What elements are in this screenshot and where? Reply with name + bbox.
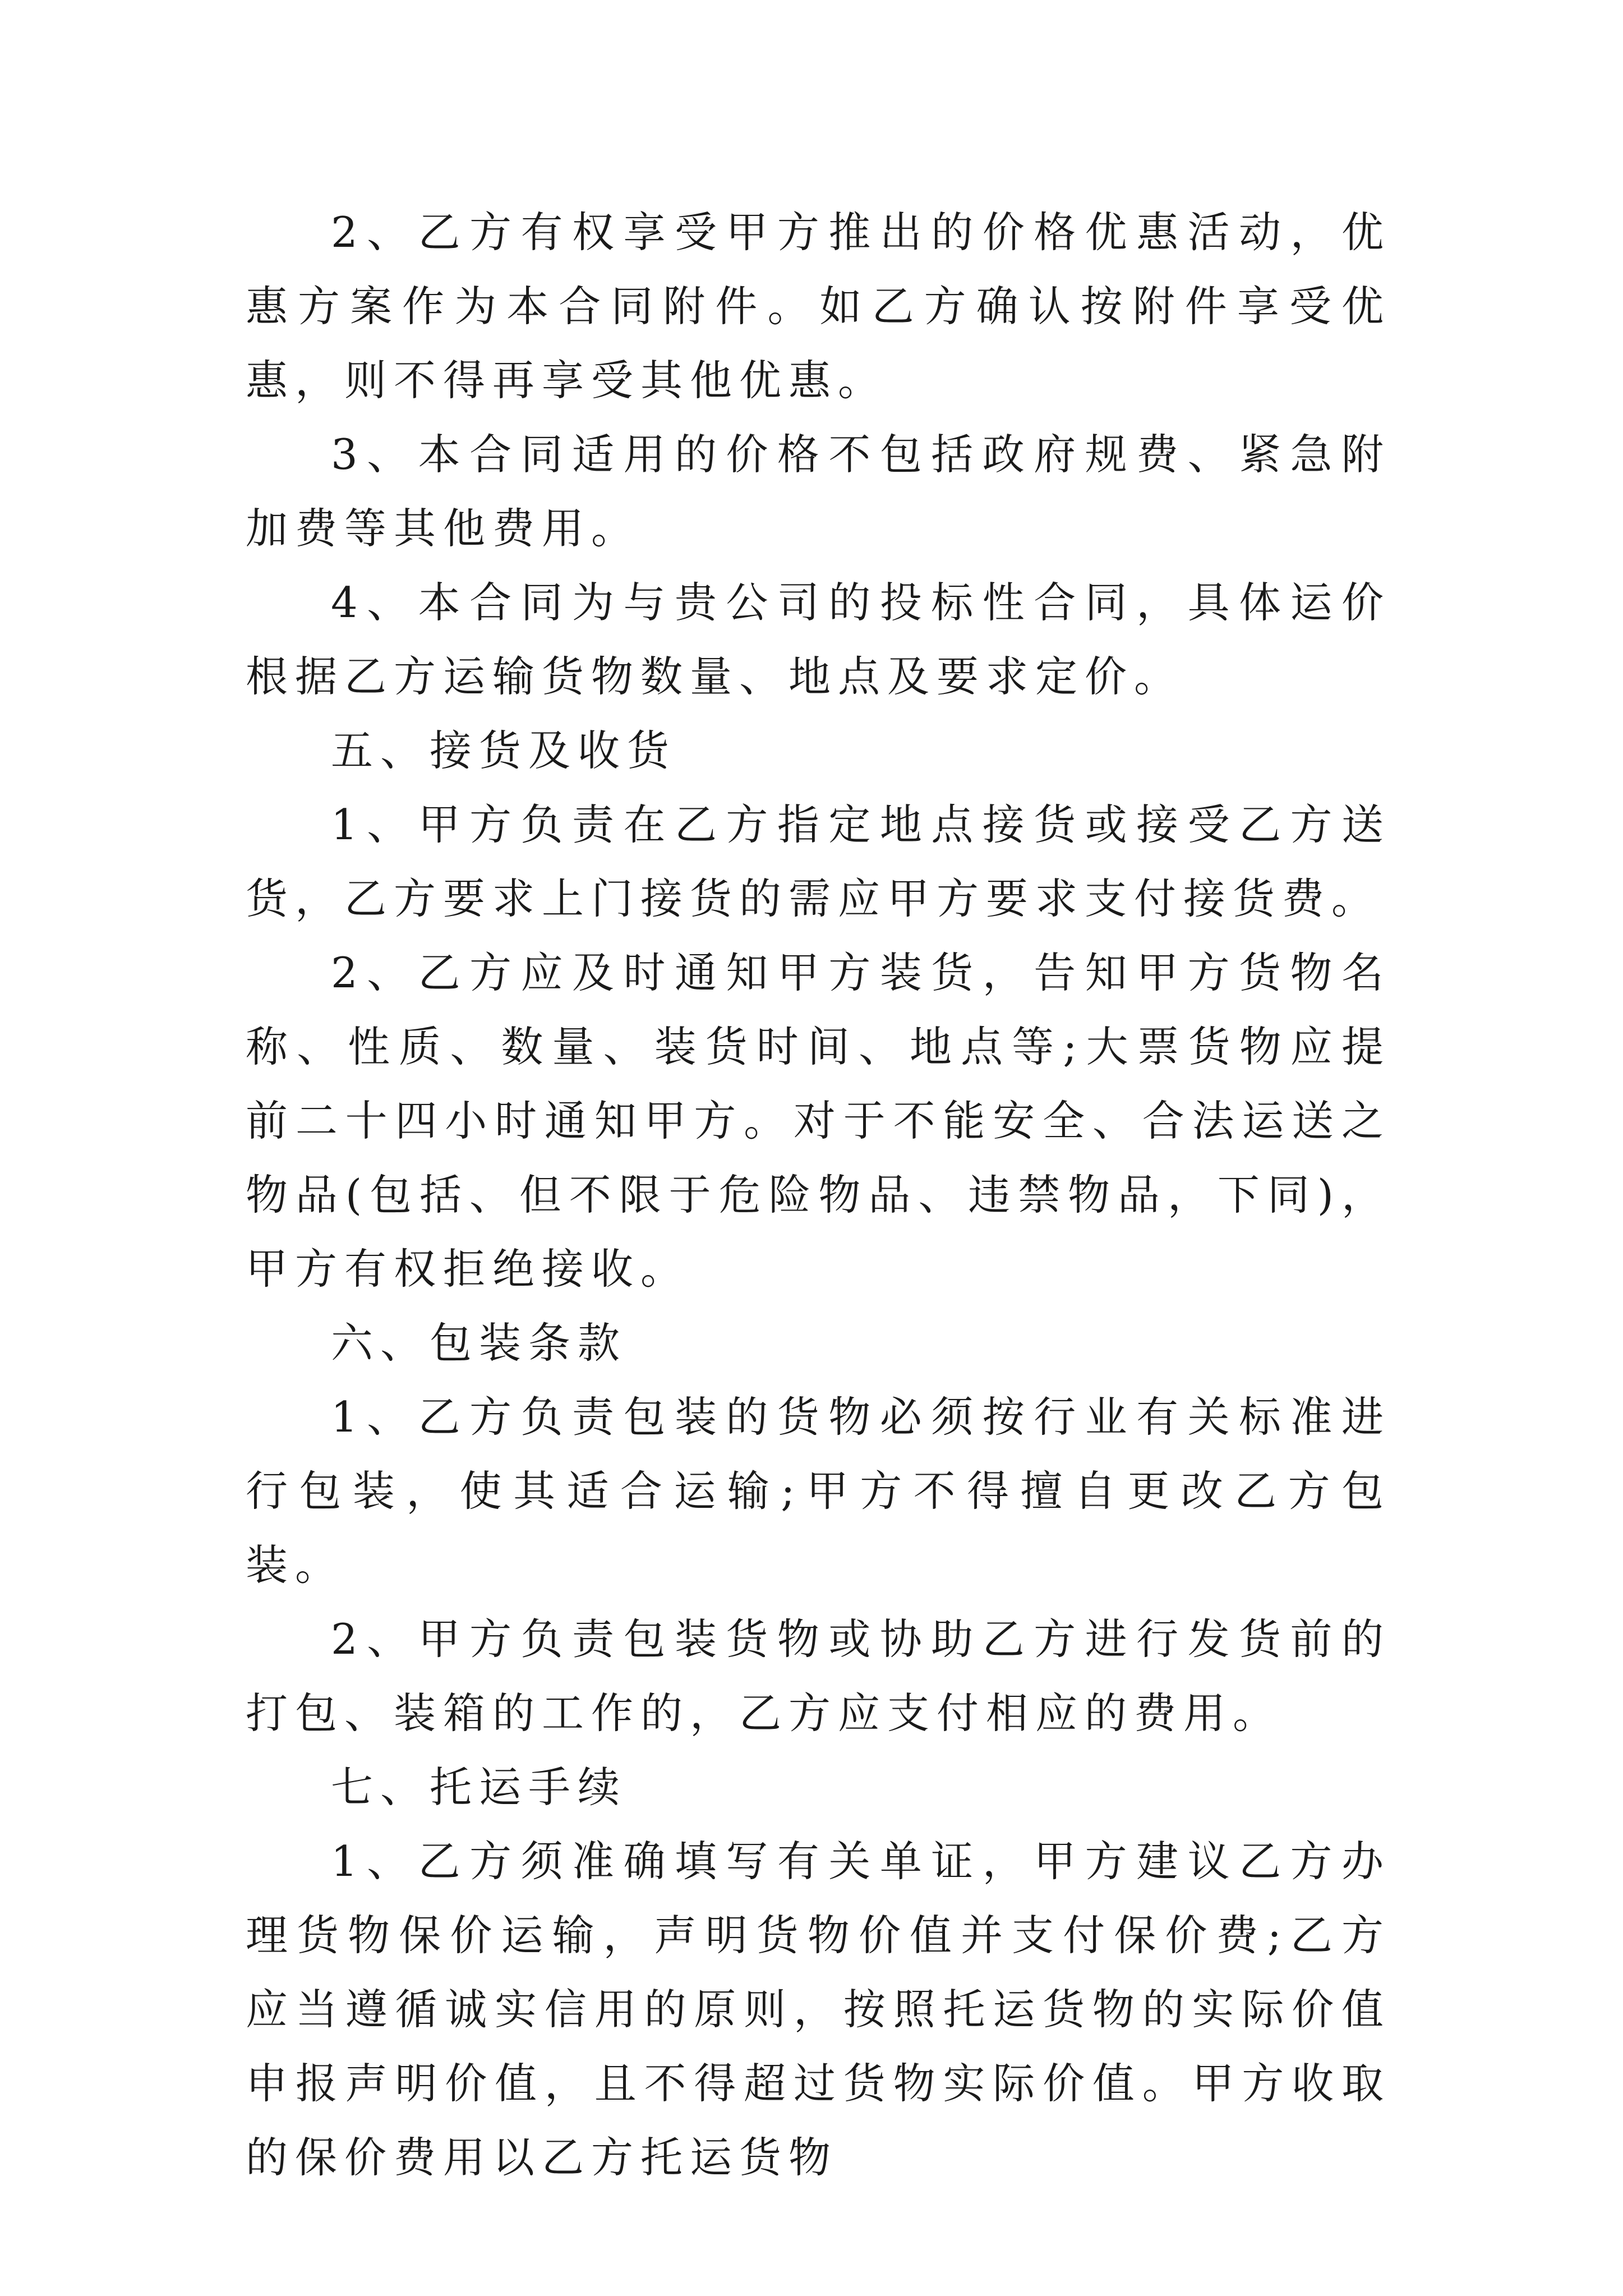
clause-5-2-loading-notice: 2、乙方应及时通知甲方装货，告知甲方货物名称、性质、数量、装货时间、地点等;大票货物应提前二十四小时通知甲方。对于不能安全、合法运送之物品(包括、但不限于危险物品、违禁物品，下同)，甲方有权拒绝接收。 [246,948,1391,1294]
section-heading-6: 六、包装条款 [331,1318,628,1368]
clause-4-3-excluded-fees: 3、本合同适用的价格不包括政府规费、紧急附加费等其他费用。 [246,430,1391,553]
section-heading-7: 七、托运手续 [331,1763,628,1812]
clause-5-1-pickup: 1、甲方负责在乙方指定地点接货或接受乙方送货，乙方要求上门接货的需应甲方要求支付接货费。 [246,800,1391,923]
clause-6-2-packaging-fee: 2、甲方负责包装货物或协助乙方进行发货前的打包、装箱的工作的，乙方应支付相应的费用。 [246,1614,1391,1738]
clause-4-2-price-discount: 2、乙方有权享受甲方推出的价格优惠活动，优惠方案作为本合同附件。如乙方确认按附件享受优惠，则不得再享受其他优惠。 [246,208,1391,405]
clause-6-1-packaging-standard: 1、乙方负责包装的货物必须按行业有关标准进行包装，使其适合运输;甲方不得擅自更改乙方包装。 [246,1392,1391,1590]
section-heading-5: 五、接货及收货 [331,726,677,775]
document-body [246,195,1391,2194]
clause-7-1-consignment-docs: 1、乙方须准确填写有关单证，甲方建议乙方办理货物保价运输，声明货物价值并支付保价费;乙方应当遵循诚实信用的原则，按照托运货物的实际价值申报声明价值，且不得超过货物实际价值。甲方收取的保价费用以乙方托运货物 [246,1837,1391,2182]
clause-4-4-tender-contract: 4、本合同为与贵公司的投标性合同，具体运价根据乙方运输货物数量、地点及要求定价。 [246,578,1391,701]
